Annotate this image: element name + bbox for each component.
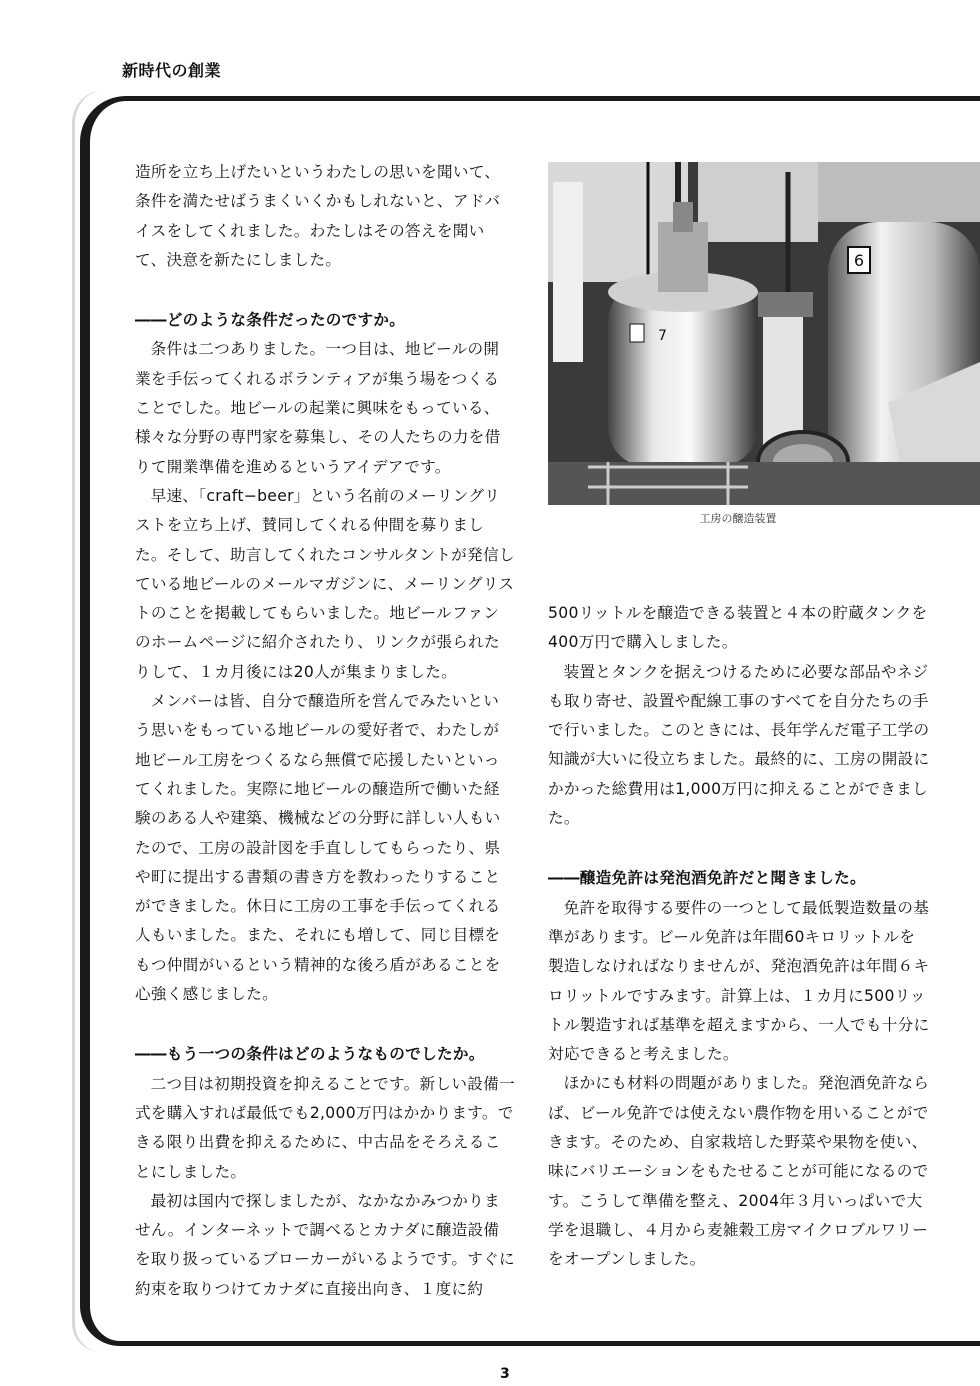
- section-gap: [135, 1009, 515, 1040]
- photo-caption: 工房の醸造装置: [699, 512, 777, 525]
- body-paragraph: 造所を立ち上げたいというわたしの思いを聞いて、条件を満たせばうまくいくかもしれないと、アドバイスをしてくれました。わたしはその答えを聞いて、決意を新たにしました。: [135, 163, 501, 269]
- body-paragraph: メンバーは皆、自分で醸造所を営んでみたいという思いをもっている地ビールの愛好者で、わたしが地ビール工房をつくるなら無償で応援したいといってくれました。実際に地ビールの醸造所で働いた経験のある人や建築、機械などの分野に詳しい人もいたので、工房の設計図を手直ししてもらったり、県や町に提出する書類の書き方を教わったりすることができました。休日に工房の工事を手伝ってくれる人もいました。また、それにも増して、同じ目標をもつ仲間がいるという精神的な後ろ盾があることを心強く感じました。: [135, 692, 501, 1004]
- body-paragraph: 装置とタンクを据えつけるために必要な部品やネジも取り寄せ、設置や配線工事のすべてを自分たちの手で行いました。このときには、長年学んだ電子工学の知識が大いに役立ちました。最終的に、工房の開設にかかった総費用は1,000万円に抑えることができました。: [548, 662, 930, 828]
- body-paragraph: 免許を取得する要件の一つとして最低製造数量の基準があります。ビール免許は年間60キロリットルを製造しなければなりませんが、発泡酒免許は年間６キロリットルですみます。計算上は、１カ月に500リットル製造すれば基準を超えますから、一人でも十分に対応できると考えました。: [548, 898, 930, 1064]
- body-paragraph: 二つ目は初期投資を抑えることです。新しい設備一式を購入すれば最低でも2,000万円はかかります。できる限り出費を抑えるために、中古品をそろえることにしました。: [135, 1074, 515, 1181]
- body-paragraph: 条件は二つありました。一つ目は、地ビールの開業を手伝ってくれるボランティアが集う場をつくることでした。地ビールの起業に興味をもっている、様々な分野の専門家を募集し、その人たちの力を借りて開業準備を進めるというアイデアです。: [135, 340, 501, 476]
- body-paragraph: 早速、「craft−beer」という名前のメーリングリストを立ち上げ、賛同してくれる仲間を募りました。そして、助言してくれたコンサルタントが発信している地ビールのメールマガジンに、メーリングリストのことを掲載してもらいました。地ビールファンのホームページに紹介されたり、リンクが張られたりして、１カ月後には20人が集まりました。: [135, 486, 515, 681]
- brewery-equipment-photo: [548, 162, 980, 505]
- body-paragraph: 500リットルを醸造できる装置と４本の貯蔵タンクを400万円で購入しました。: [548, 604, 928, 652]
- question-heading: ――どのような条件だったのですか。: [135, 311, 406, 330]
- section-gap: [548, 833, 930, 864]
- body-paragraph: ほかにも材料の問題がありました。発泡酒免許ならば、ビール免許では使えない農作物を用いることができます。そのため、自家栽培した野菜や果物を使い、味にバリエーションをもたせることが可能になるのです。こうして準備を整え、2004年３月いっぱいで大学を退職し、４月から麦雑穀工房マイクロブルワリーをオープンしました。: [548, 1074, 930, 1269]
- section-gap: [135, 275, 515, 306]
- body-paragraph: 最初は国内で探しましたが、なかなかみつかりません。インターネットで調べるとカナダに醸造設備を取り扱っているブローカーがいるようです。すぐに約束を取りつけてカナダに直接出向き、１度に約: [135, 1191, 515, 1298]
- page-number: 3: [500, 1366, 510, 1382]
- tank-label-7: 7: [658, 328, 667, 344]
- right-column: [548, 599, 930, 1275]
- left-column: [135, 158, 515, 1304]
- tank-label-6: 6: [853, 251, 865, 270]
- question-heading: ――もう一つの条件はどのようなものでしたか。: [135, 1045, 485, 1064]
- section-header: 新時代の創業: [122, 61, 222, 80]
- question-heading: ――醸造免許は発泡酒免許だと聞きました。: [548, 869, 866, 888]
- brewery-photo-illustration: [548, 162, 980, 505]
